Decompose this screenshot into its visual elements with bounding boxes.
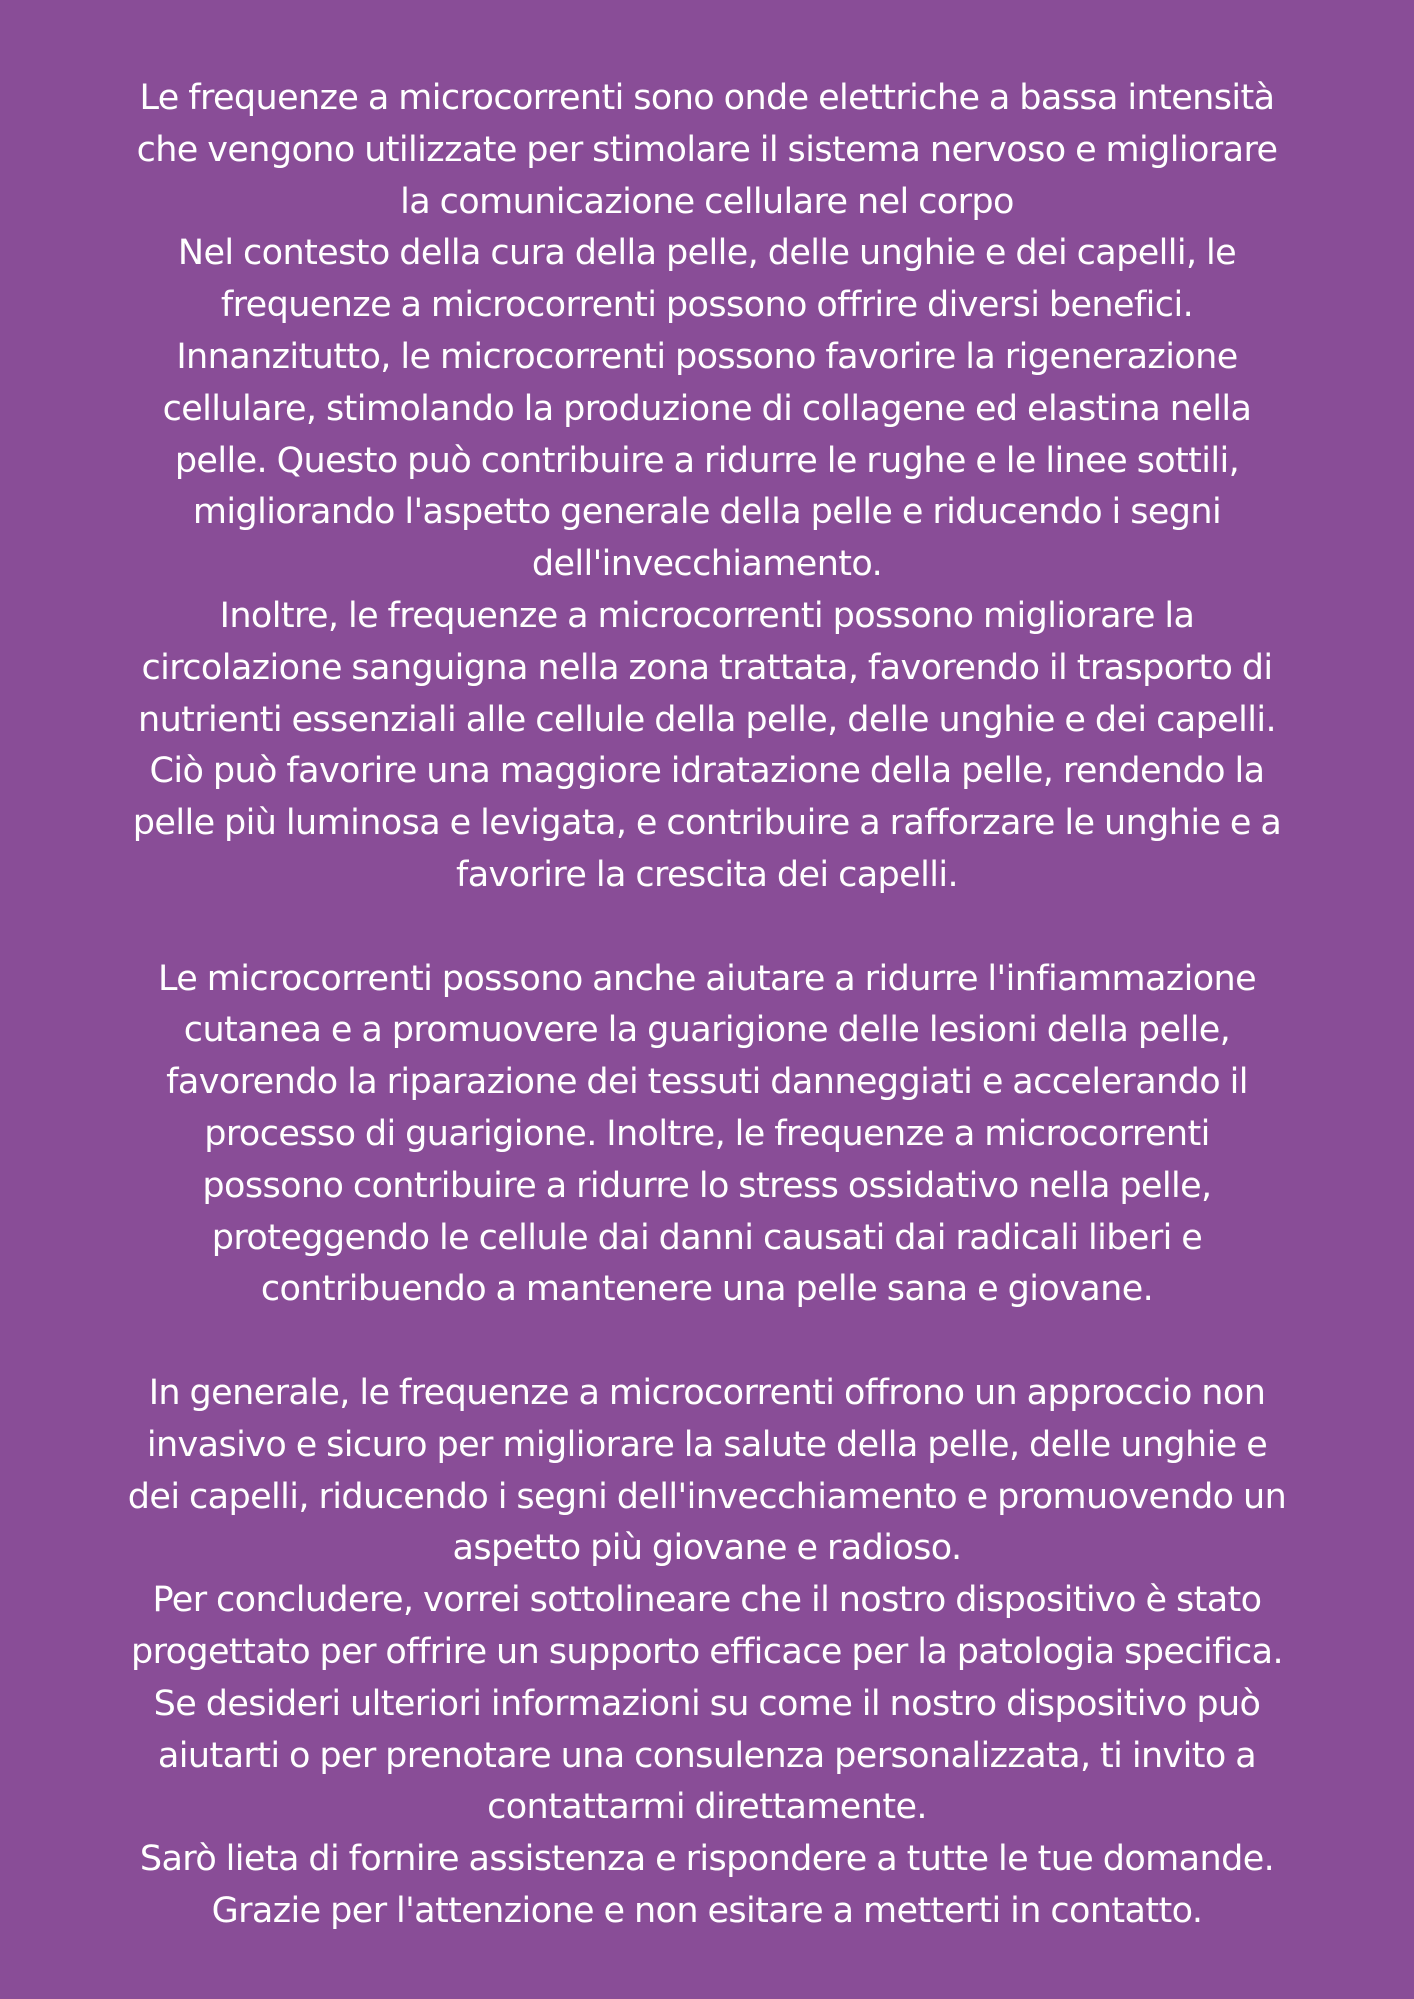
text-line: Innanzitutto, le microcorrenti possono favorire la rigenerazione bbox=[176, 336, 1238, 377]
text-line: processo di guarigione. Inoltre, le frequenze a microcorrenti bbox=[204, 1113, 1210, 1154]
text-line: dei capelli, riducendo i segni dell'invecchiamento e promuovendo un bbox=[127, 1476, 1287, 1517]
text-line: contribuendo a mantenere una pelle sana e giovane. bbox=[260, 1269, 1154, 1310]
text-line: la comunicazione cellulare nel corpo bbox=[400, 181, 1014, 222]
body-text bbox=[87, 73, 1327, 1938]
text-line: aspetto più giovane e radioso. bbox=[452, 1528, 962, 1569]
text-line: Nel contesto della cura della pelle, delle unghie e dei capelli, le bbox=[177, 233, 1237, 274]
text-line: pelle più luminosa e levigata, e contribuire a rafforzare le unghie e a bbox=[132, 803, 1282, 844]
text-line: Ciò può favorire una maggiore idratazione della pelle, rendendo la bbox=[149, 751, 1265, 792]
text-line: cellulare, stimolando la produzione di collagene ed elastina nella bbox=[162, 388, 1252, 429]
text-line: nutrienti essenziali alle cellule della pelle, delle unghie e dei capelli. bbox=[137, 699, 1277, 740]
text-line: circolazione sanguigna nella zona trattata, favorendo il trasporto di bbox=[141, 647, 1273, 688]
text-line: migliorando l'aspetto generale della pelle e riducendo i segni bbox=[192, 492, 1222, 533]
text-line: possono contribuire a ridurre lo stress ossidativo nella pelle, bbox=[202, 1165, 1212, 1206]
blank-line bbox=[87, 1316, 1327, 1368]
text-line: In generale, le frequenze a microcorrenti offrono un approccio non bbox=[148, 1372, 1266, 1413]
text-line: progettato per offrire un supporto efficace per la patologia specifica. bbox=[130, 1631, 1283, 1672]
text-line: Per concludere, vorrei sottolineare che il nostro dispositivo è stato bbox=[152, 1580, 1262, 1621]
text-line: frequenze a microcorrenti possono offrire diversi benefici. bbox=[220, 285, 1194, 326]
text-line: proteggendo le cellule dai danni causati dai radicali liberi e bbox=[211, 1217, 1203, 1258]
text-line: Se desideri ulteriori informazioni su come il nostro dispositivo può bbox=[153, 1683, 1261, 1724]
text-line: pelle. Questo può contribuire a ridurre le rughe e le linee sottili, bbox=[174, 440, 1240, 481]
text-line: Sarò lieta di fornire assistenza e rispondere a tutte le tue domande. bbox=[139, 1839, 1275, 1880]
text-line: che vengono utilizzate per stimolare il sistema nervoso e migliorare bbox=[136, 129, 1278, 170]
text-line: Le microcorrenti possono anche aiutare a ridurre l'infiammazione bbox=[157, 958, 1257, 999]
text-line: Le frequenze a microcorrenti sono onde elettriche a bassa intensità bbox=[139, 78, 1275, 118]
text-line: Inoltre, le frequenze a microcorrenti possono migliorare la bbox=[219, 595, 1195, 636]
text-line: favorendo la riparazione dei tessuti danneggiati e accelerando il bbox=[166, 1062, 1248, 1103]
text-line: Grazie per l'attenzione e non esitare a metterti in contatto. bbox=[211, 1890, 1203, 1931]
text-line: favorire la crescita dei capelli. bbox=[455, 854, 959, 895]
text-line: invasivo e sicuro per migliorare la salute della pelle, delle unghie e bbox=[146, 1424, 1268, 1465]
text-line: dell'invecchiamento. bbox=[531, 544, 883, 585]
text-line: aiutarti o per prenotare una consulenza personalizzata, ti invito a bbox=[157, 1735, 1257, 1776]
text-line: cutanea e a promuovere la guarigione delle lesioni della pelle, bbox=[183, 1010, 1231, 1051]
text-line: contattarmi direttamente. bbox=[487, 1787, 927, 1828]
blank-line bbox=[87, 902, 1327, 954]
